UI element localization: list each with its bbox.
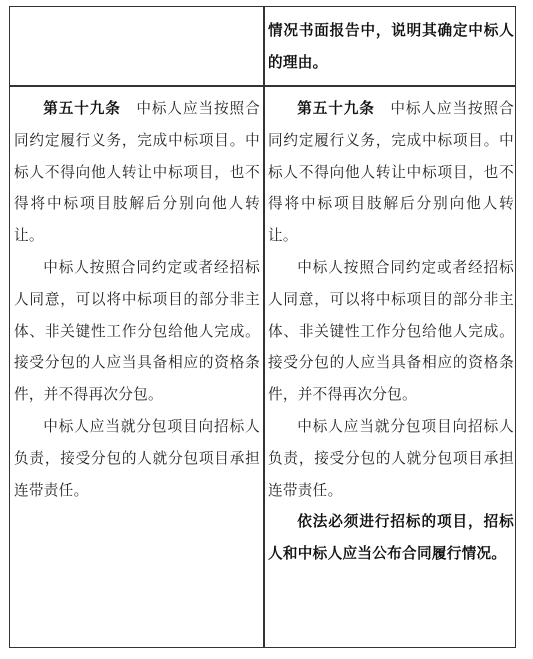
column-divider — [263, 7, 265, 647]
right-added-paragraph: 依法必须进行招标的项目，招标人和中标人应当公布合同履行情况。 — [268, 513, 514, 563]
right-paragraph-1-text: 中标人应当按照合同约定履行义务，完成中标项目。中标人不得向他人转让中标项目，也不得将中标项目肢解后分别向他人转让。 — [268, 100, 514, 245]
left-article-paragraph-1 — [14, 93, 260, 252]
right-article-paragraph-1 — [268, 93, 514, 252]
left-article-title: 第五十九条 — [43, 100, 121, 117]
left-article-paragraph-2: 中标人按照合同约定或者经招标人同意，可以将中标项目的部分非主体、非关键性工作分包给他人完成。接受分包的人应当具备相应的资格条件，并不得再次分包。 — [14, 258, 260, 404]
right-article-paragraph-3: 中标人应当就分包项目向招标人负责，接受分包的人就分包项目承担连带责任。 — [268, 417, 514, 499]
right-article-title: 第五十九条 — [297, 100, 375, 117]
left-paragraph-1-text: 中标人应当按照合同约定履行义务，完成中标项目。中标人不得向他人转让中标项目，也不得将中标项目肢解后分别向他人转让。 — [14, 100, 260, 245]
right-column-cell — [268, 93, 514, 570]
top-right-cell — [268, 15, 514, 79]
right-article-paragraph-2: 中标人按照合同约定或者经招标人同意，可以将中标项目的部分非主体、非关键性工作分包给他人完成。接受分包的人应当具备相应的资格条件，并不得再次分包。 — [268, 258, 514, 404]
comparison-table — [9, 6, 516, 648]
left-column-cell — [14, 93, 260, 506]
reason-report-text: 情况书面报告中，说明其确定中标人的理由。 — [268, 22, 514, 71]
left-article-paragraph-3: 中标人应当就分包项目向招标人负责，接受分包的人就分包项目承担连带责任。 — [14, 417, 260, 499]
row-divider — [10, 85, 515, 87]
